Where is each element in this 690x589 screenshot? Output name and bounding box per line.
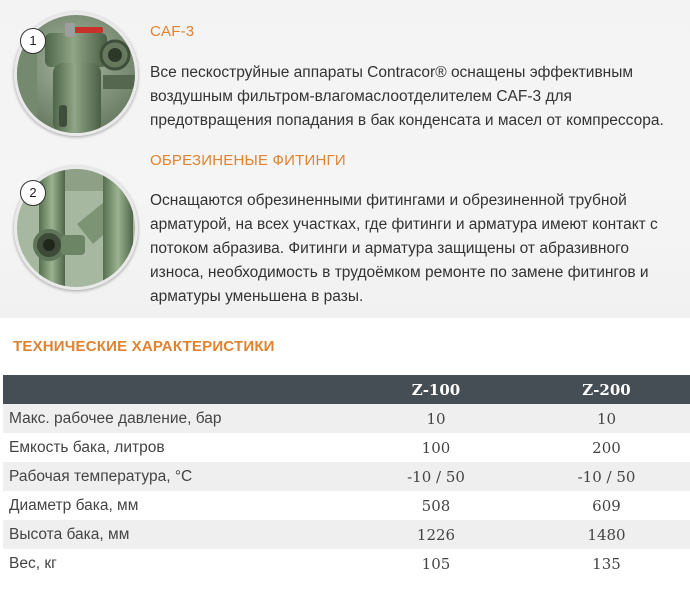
row-label: Емкость бака, литров [3, 433, 349, 462]
z100-value: 105 [349, 549, 523, 578]
z200-value: 135 [523, 549, 690, 578]
specs-section-title: ТЕХНИЧЕСКИЕ ХАРАКТЕРИСТИКИ [13, 338, 275, 355]
column-header-z200: Z-200 [523, 375, 690, 404]
feature-description: Оснащаются обрезиненными фитингами и обрезиненной трубной арматурой, на всех участках, где фитинги и арматура имеют контакт с потоком абразива. Фитинги и арматура защищены от абразивного износа, необходимость в трудоёмком ремонте по замене фитингов и арматуры уменьшена в разы. [150, 192, 658, 305]
table-row [3, 491, 690, 520]
z100-value: 1226 [349, 520, 523, 549]
feature-number-badge: 2 [20, 180, 46, 206]
specs-table [3, 375, 690, 578]
table-row [3, 433, 690, 462]
row-label: Диаметр бака, мм [3, 491, 349, 520]
z200-value: 609 [523, 491, 690, 520]
feature-caf3 [0, 0, 690, 150]
z100-value: 508 [349, 491, 523, 520]
table-row [3, 462, 690, 491]
feature-title: CAF-3 [150, 23, 195, 40]
row-label: Макс. рабочее давление, бар [3, 404, 349, 433]
column-header-z100: Z-100 [349, 375, 523, 404]
z200-value: 10 [523, 404, 690, 433]
z200-value: -10 / 50 [523, 462, 690, 491]
feature-description: Все пескоструйные аппараты Contracor® оснащены эффективным воздушным фильтром-влагомаслоотделителем CAF-3 для предотвращения попадания в бак конденсата и масел от компрессора. [150, 64, 664, 129]
column-header-parameter [3, 375, 349, 404]
feature-title: ОБРЕЗИНЕНЫЕ ФИТИНГИ [150, 152, 346, 169]
z100-value: -10 / 50 [349, 462, 523, 491]
table-row [3, 520, 690, 549]
row-label: Вес, кг [3, 549, 349, 578]
row-label: Рабочая температура, °С [3, 462, 349, 491]
row-label: Высота бака, мм [3, 520, 349, 549]
z200-value: 1480 [523, 520, 690, 549]
z200-value: 200 [523, 433, 690, 462]
table-row [3, 549, 690, 578]
table-header-row [3, 375, 690, 404]
table-row [3, 404, 690, 433]
feature-number-badge: 1 [20, 28, 46, 54]
z100-value: 10 [349, 404, 523, 433]
feature-rubber-fittings [0, 150, 690, 318]
z100-value: 100 [349, 433, 523, 462]
